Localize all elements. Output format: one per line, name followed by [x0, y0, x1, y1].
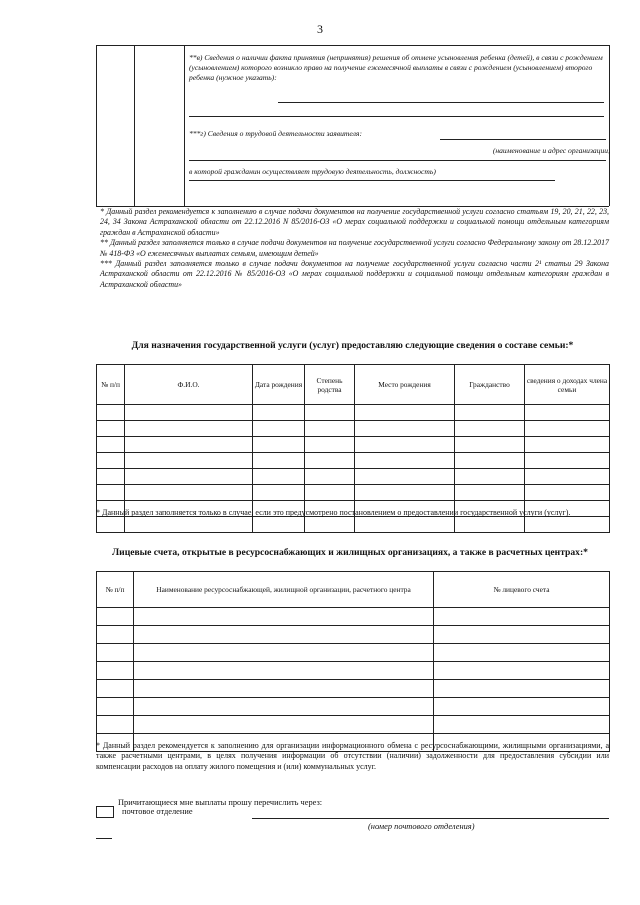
table-row[interactable] [97, 662, 610, 680]
col-fio: Ф.И.О. [125, 365, 253, 405]
table-row[interactable] [97, 405, 610, 421]
table-row[interactable] [97, 485, 610, 501]
col-relation: Степень родства [305, 365, 355, 405]
col-citizenship: Гражданство [455, 365, 525, 405]
payment-intro: Причитающиеся мне выплаты прошу перечислить через: [118, 798, 323, 807]
accounts-table [96, 571, 610, 752]
post-office-checkbox[interactable] [96, 806, 114, 818]
col-org-name: Наименование ресурсоснабжающей, жилищной организации, расчетного центра [134, 572, 434, 608]
table-row[interactable] [97, 421, 610, 437]
col-birthdate: Дата рождения [253, 365, 305, 405]
second-option-checkbox[interactable] [96, 828, 112, 839]
table-row[interactable] [97, 680, 610, 698]
footnote-2: ** Данный раздел заполняется только в случае подачи документов на получение государственной услуги согласно Федеральному закону от 28.12.2017 № 418-ФЗ «О ежемесячных выплатах семьям, имеющим детей» [100, 238, 609, 258]
page-number: 3 [317, 22, 323, 36]
post-office-number-line [252, 818, 609, 819]
table-row[interactable] [97, 437, 610, 453]
footnote-1: * Данный раздел рекомендуется к заполнению в случае подачи документов на получение государственной услуги согласно статьям 19, 20, 21, 22, 23, 24, 34 Закона Астраханской области от 22.12.2016 N 85/2016-ОЗ «О мерах социальной поддержки и социальной помощи отдельным категориям граждан в Астраханской области» [100, 207, 609, 237]
table-row[interactable] [97, 698, 610, 716]
col-income: сведения о доходах члена семьи [525, 365, 610, 405]
post-office-label: почтовое отделение [122, 807, 193, 816]
work-caption: в которой гражданин осуществляет трудовую деятельность, должность) [189, 167, 436, 176]
table-row[interactable] [97, 716, 610, 734]
table-row[interactable] [97, 469, 610, 485]
family-header-row [97, 365, 610, 405]
accounts-heading: Лицевые счета, открытые в ресурсоснабжающих и жилищных организациях, а также в расчетных центрах:* [112, 547, 588, 558]
accounts-note: * Данный раздел рекомендуется к заполнению для организации информационного обмена с ресурсоснабжающими, жилищными организациями, а также расчетными центрами, в целях получения информации об отсутствии (наличии) задолженности для предоставления субсидии или компенсации расходов на оплату жилого помещения и (или) коммунальных услуг. [96, 741, 609, 771]
table-row[interactable] [97, 626, 610, 644]
table-row[interactable] [97, 517, 610, 533]
footnote-3: *** Данный раздел заполняется только в случае подачи документов на получение государственной услуги согласно части 2¹ статьи 29 Закона Астраханской области от 22.12.2016 № 85/2016-ОЗ «О мерах социальной поддержки и социальной помощи отдельным категориям граждан в Астраханской области» [100, 259, 609, 289]
item-d-text: **в) Сведения о наличии факта принятия (непринятия) решения об отмене усыновления ребенка (детей), в связи с рождением (усыновлением) которого возникло право на получение ежемесячной выплаты в связи с рождением (усыновлением) второго ребенка (нужное указать): [189, 53, 603, 82]
post-office-caption: (номер почтового отделения) [368, 822, 475, 831]
footnotes [100, 207, 609, 290]
col-number: № п/п [97, 572, 134, 608]
col-account-number: № лицевого счета [434, 572, 610, 608]
item-e-text: ***г) Сведения о трудовой деятельности заявителя: [189, 129, 362, 138]
col-number: № п/п [97, 365, 125, 405]
table-row[interactable] [97, 453, 610, 469]
org-caption: (наименование и адрес организации, [492, 146, 610, 155]
table-row[interactable] [97, 644, 610, 662]
col-birthplace: Место рождения [355, 365, 455, 405]
family-heading: Для назначения государственной услуги (услуг) предоставляю следующие сведения о составе семьи:* [131, 340, 574, 351]
accounts-header-row [97, 572, 610, 608]
table-row[interactable] [97, 608, 610, 626]
family-note: * Данный раздел заполняется только в случае, если это предусмотрено постановлением о предоставлении государственной услуги (услуг). [96, 508, 571, 517]
